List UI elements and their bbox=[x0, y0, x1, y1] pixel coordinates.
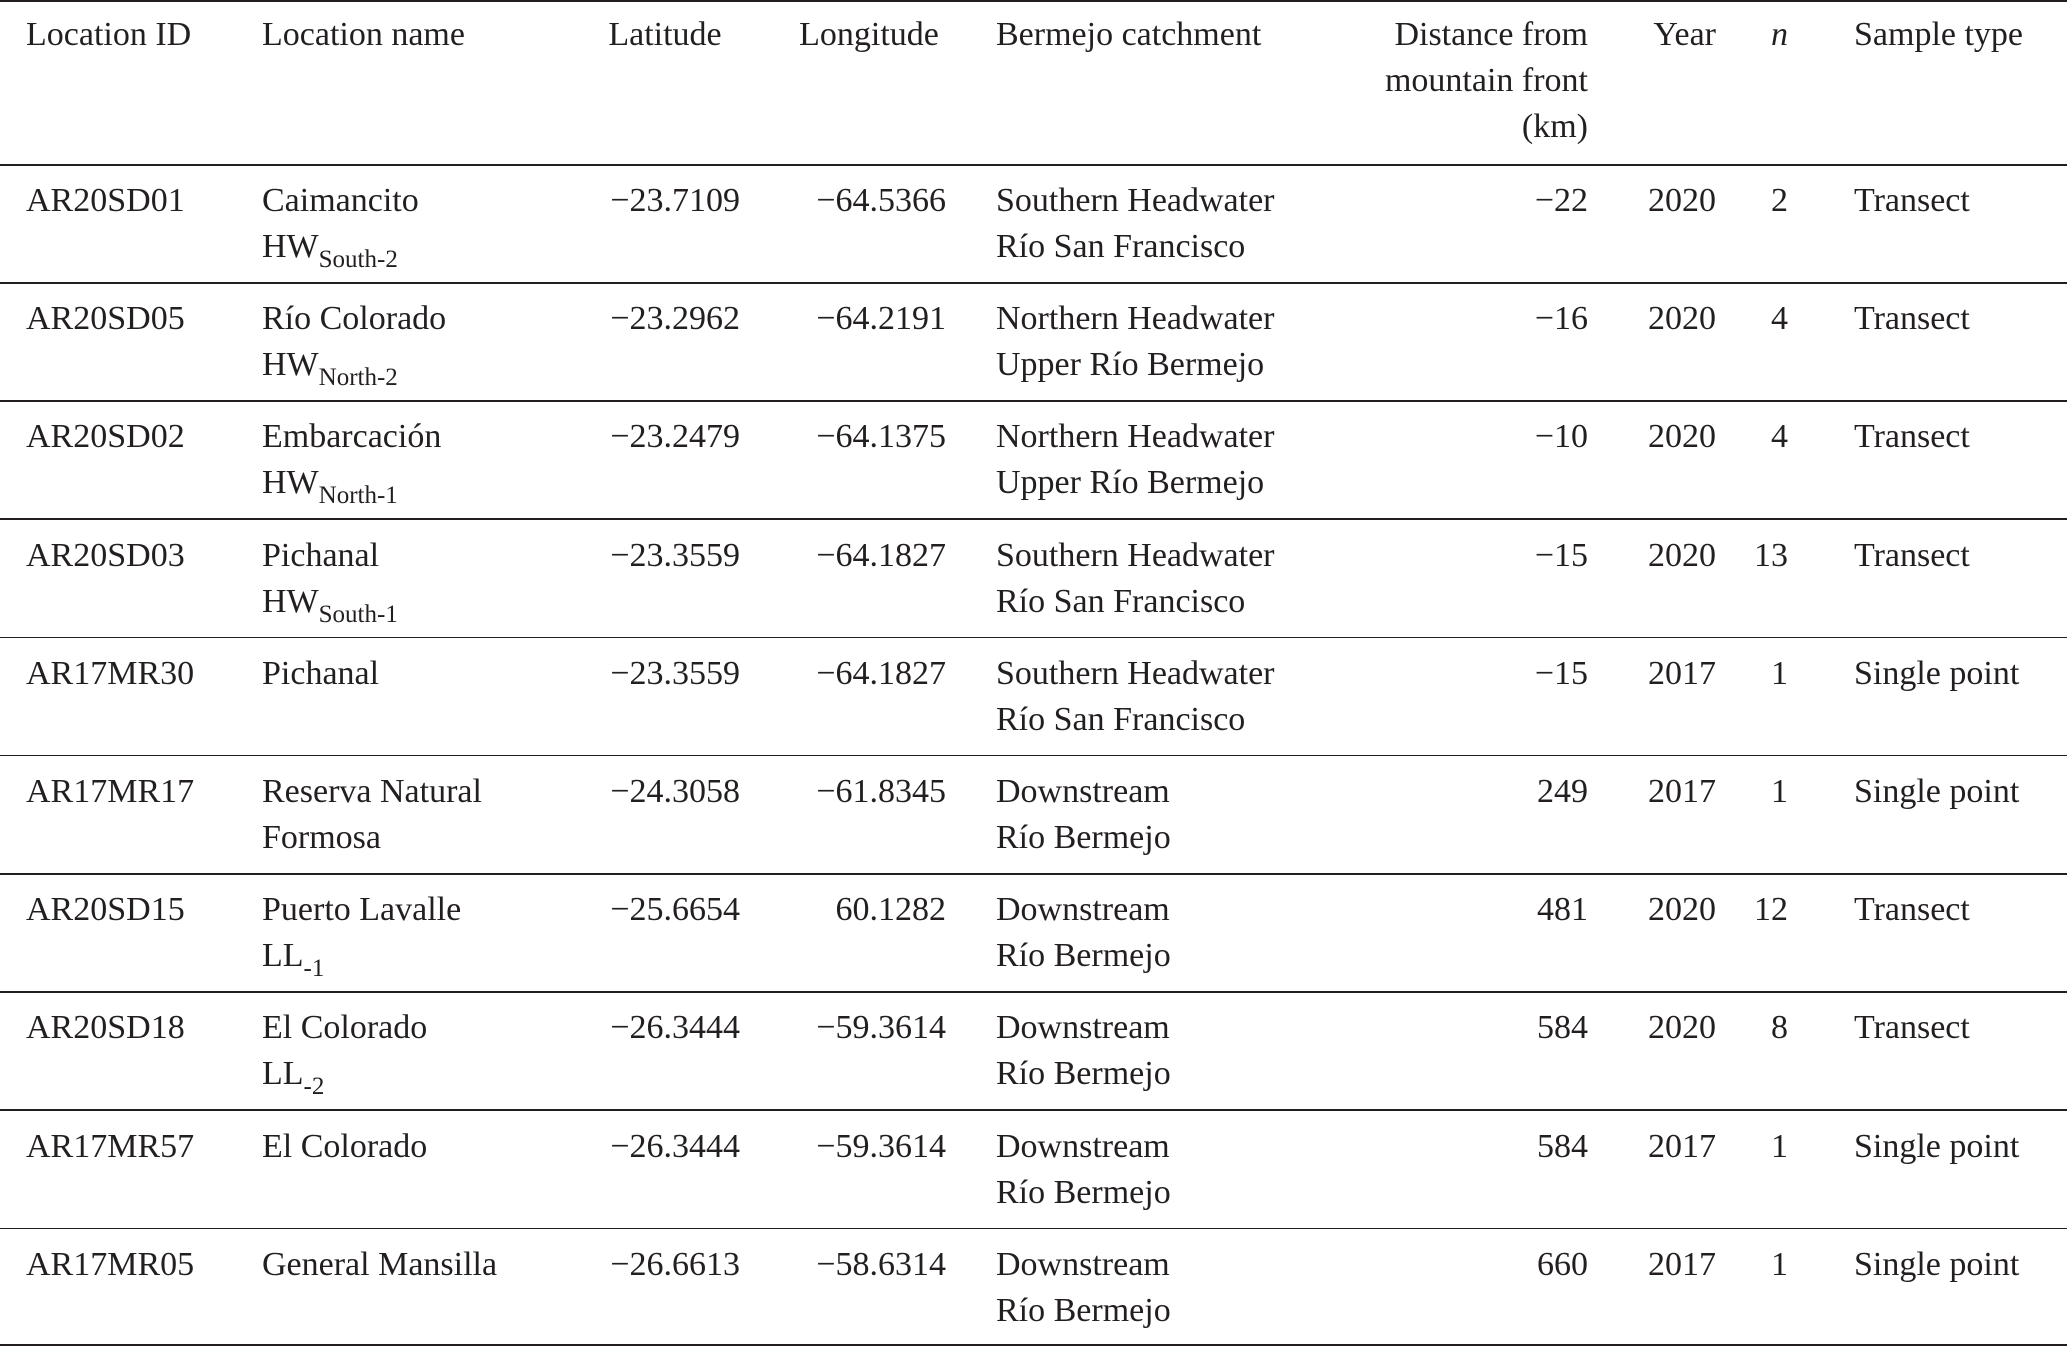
location-code-subscript: North-2 bbox=[318, 364, 398, 392]
location-name-cell bbox=[262, 533, 398, 628]
header-longitude-label: Longitude bbox=[799, 16, 939, 53]
sample-type-cell: Transect bbox=[1854, 891, 1970, 929]
location-name-cell bbox=[262, 887, 462, 983]
year-cell: 2020 bbox=[1648, 536, 1716, 574]
latitude-cell: −24.3058 bbox=[610, 773, 740, 810]
location-id-cell: AR20SD15 bbox=[26, 891, 185, 929]
header-distance bbox=[1300, 12, 1588, 150]
sample-type-cell: Single point bbox=[1854, 654, 2020, 692]
year-cell: 2020 bbox=[1648, 891, 1716, 929]
sample-type-cell: Transect bbox=[1854, 1009, 1970, 1047]
catchment-cell bbox=[996, 769, 1171, 861]
sample-type-cell: Single point bbox=[1854, 773, 2020, 810]
year-cell: 2017 bbox=[1648, 1245, 1716, 1283]
catchment-cell bbox=[996, 178, 1275, 270]
latitude-cell: −25.6654 bbox=[610, 891, 740, 929]
year-cell: 2020 bbox=[1648, 418, 1716, 456]
latitude-cell: −26.6613 bbox=[610, 1245, 740, 1283]
location-code-base: HW bbox=[262, 464, 319, 502]
catchment-line2: Río Bermejo bbox=[996, 1291, 1171, 1329]
header-distance-line1: Distance from bbox=[1394, 16, 1588, 53]
location-name-line1: Pichanal bbox=[262, 536, 380, 574]
catchment-line1: Southern Headwater bbox=[996, 536, 1275, 574]
row-divider bbox=[0, 637, 2067, 639]
location-id-cell: AR17MR17 bbox=[26, 773, 195, 810]
year-cell: 2017 bbox=[1648, 1127, 1716, 1165]
longitude-cell: −61.8345 bbox=[816, 773, 946, 810]
longitude-cell: −64.1827 bbox=[816, 654, 946, 692]
header-longitude bbox=[754, 12, 984, 58]
latitude-cell: −26.3444 bbox=[610, 1127, 740, 1165]
distance-cell: 481 bbox=[1537, 891, 1588, 929]
sample-type-cell: Single point bbox=[1854, 1127, 2020, 1165]
latitude-cell: −26.3444 bbox=[610, 1009, 740, 1047]
location-id-cell: AR17MR57 bbox=[26, 1127, 195, 1165]
catchment-line1: Downstream bbox=[996, 1127, 1170, 1165]
catchment-line1: Northern Headwater bbox=[996, 300, 1275, 338]
year-cell: 2017 bbox=[1648, 773, 1716, 810]
location-code-subscript: North-1 bbox=[318, 482, 398, 510]
row-divider bbox=[0, 1228, 2067, 1230]
location-name-cell bbox=[262, 651, 379, 697]
longitude-cell: −58.6314 bbox=[816, 1245, 946, 1283]
catchment-line2: Upper Río Bermejo bbox=[996, 464, 1265, 502]
distance-cell: 584 bbox=[1537, 1127, 1588, 1165]
sample-type-cell: Transect bbox=[1854, 418, 1970, 456]
location-name-line1: Reserva Natural bbox=[262, 773, 482, 810]
location-name-line2 bbox=[262, 933, 461, 983]
distance-cell: −10 bbox=[1534, 418, 1588, 456]
location-name-cell bbox=[262, 1242, 497, 1288]
distance-cell: 660 bbox=[1537, 1245, 1588, 1283]
latitude-cell: −23.3559 bbox=[610, 536, 740, 574]
header-location-name: Location name bbox=[262, 16, 465, 53]
n-cell: 4 bbox=[1771, 300, 1788, 338]
header-year: Year bbox=[1653, 16, 1716, 53]
location-id-cell: AR20SD18 bbox=[26, 1009, 185, 1047]
catchment-line1: Downstream bbox=[996, 773, 1170, 810]
year-cell: 2020 bbox=[1648, 182, 1716, 219]
catchment-cell bbox=[996, 533, 1275, 625]
latitude-cell: −23.7109 bbox=[610, 182, 740, 219]
location-name-cell bbox=[262, 178, 419, 273]
location-name-line2 bbox=[262, 1051, 427, 1101]
latitude-cell: −23.3559 bbox=[610, 654, 740, 692]
location-name-cell bbox=[262, 1124, 427, 1170]
location-name-line2 bbox=[262, 579, 398, 628]
catchment-cell bbox=[996, 296, 1274, 388]
location-name-line1: Pichanal bbox=[262, 654, 380, 692]
longitude-cell: −64.1827 bbox=[816, 536, 946, 574]
header-distance-line3: (km) bbox=[1521, 108, 1588, 145]
longitude-cell: 60.1282 bbox=[835, 891, 946, 929]
location-id-cell: AR20SD02 bbox=[26, 418, 185, 456]
header-n: n bbox=[1771, 16, 1788, 53]
row-divider bbox=[0, 282, 2067, 284]
distance-cell: −22 bbox=[1534, 182, 1588, 219]
catchment-line2: Río Bermejo bbox=[996, 1055, 1171, 1093]
header-distance-line2: mountain front bbox=[1384, 62, 1588, 99]
catchment-line2: Río San Francisco bbox=[996, 228, 1246, 265]
catchment-line1: Southern Headwater bbox=[996, 182, 1275, 219]
catchment-line2: Río Bermejo bbox=[996, 937, 1171, 975]
n-cell: 1 bbox=[1771, 654, 1788, 692]
n-cell: 1 bbox=[1771, 1127, 1788, 1165]
latitude-cell: −23.2962 bbox=[610, 300, 740, 338]
longitude-cell: −59.3614 bbox=[816, 1127, 946, 1165]
longitude-cell: −64.2191 bbox=[816, 300, 946, 338]
row-divider bbox=[0, 518, 2067, 520]
header-location-id: Location ID bbox=[26, 16, 192, 53]
location-name-cell bbox=[262, 414, 442, 510]
row-divider bbox=[0, 873, 2067, 875]
location-name-line1: El Colorado bbox=[262, 1127, 428, 1165]
location-code-base: HW bbox=[262, 346, 319, 384]
catchment-cell bbox=[996, 1124, 1171, 1216]
location-name-line1: Embarcación bbox=[262, 418, 442, 456]
location-id-cell: AR20SD03 bbox=[26, 536, 185, 574]
header-catchment: Bermejo catchment bbox=[996, 16, 1262, 53]
catchment-cell bbox=[996, 887, 1171, 979]
location-name-line2 bbox=[262, 224, 419, 273]
sample-type-cell: Transect bbox=[1854, 300, 1970, 338]
location-name-line1: Caimancito bbox=[262, 182, 419, 219]
catchment-line2: Upper Río Bermejo bbox=[996, 346, 1265, 384]
location-name-line2 bbox=[262, 342, 446, 392]
catchment-line2: Río Bermejo bbox=[996, 819, 1171, 856]
sample-type-cell: Single point bbox=[1854, 1245, 2020, 1283]
location-name-line1: General Mansilla bbox=[262, 1245, 498, 1283]
catchment-line2: Río San Francisco bbox=[996, 700, 1246, 738]
header-latitude-label: Latitude bbox=[608, 16, 722, 53]
catchment-cell bbox=[996, 1005, 1171, 1097]
location-name-cell bbox=[262, 769, 482, 861]
longitude-cell: −64.5366 bbox=[816, 182, 946, 219]
n-cell: 8 bbox=[1771, 1009, 1788, 1047]
n-cell: 13 bbox=[1754, 536, 1788, 574]
catchment-line2: Río Bermejo bbox=[996, 1173, 1171, 1211]
row-divider bbox=[0, 1109, 2067, 1111]
catchment-line2: Río San Francisco bbox=[996, 582, 1246, 620]
catchment-line1: Southern Headwater bbox=[996, 654, 1275, 692]
catchment-line1: Downstream bbox=[996, 1245, 1170, 1283]
distance-cell: −16 bbox=[1534, 300, 1588, 338]
location-id-cell: AR20SD01 bbox=[26, 182, 185, 219]
location-code-subscript: South-1 bbox=[318, 600, 398, 628]
n-cell: 1 bbox=[1771, 773, 1788, 810]
catchment-line1: Downstream bbox=[996, 1009, 1170, 1047]
distance-cell: 249 bbox=[1537, 773, 1588, 810]
n-cell: 12 bbox=[1754, 891, 1788, 929]
year-cell: 2017 bbox=[1648, 654, 1716, 692]
catchment-cell bbox=[996, 651, 1275, 743]
longitude-cell: −59.3614 bbox=[816, 1009, 946, 1047]
distance-cell: −15 bbox=[1534, 536, 1588, 574]
row-divider bbox=[0, 991, 2067, 993]
location-name-line1: Puerto Lavalle bbox=[262, 891, 462, 929]
year-cell: 2020 bbox=[1648, 300, 1716, 338]
distance-cell: 584 bbox=[1537, 1009, 1588, 1047]
location-name-cell bbox=[262, 296, 447, 392]
catchment-line1: Downstream bbox=[996, 891, 1170, 929]
n-cell: 2 bbox=[1771, 182, 1788, 219]
location-id-cell: AR17MR05 bbox=[26, 1245, 195, 1283]
location-id-cell: AR20SD05 bbox=[26, 300, 185, 338]
location-code-base: HW bbox=[262, 228, 319, 265]
catchment-cell bbox=[996, 1242, 1171, 1334]
location-code-subscript: -2 bbox=[303, 1073, 325, 1101]
n-cell: 1 bbox=[1771, 1245, 1788, 1283]
header-bottom-rule bbox=[0, 164, 2067, 166]
location-code-base: Formosa bbox=[262, 819, 381, 856]
location-name-line1: Río Colorado bbox=[262, 300, 447, 338]
location-code-base: LL bbox=[262, 937, 304, 975]
catchment-line1: Northern Headwater bbox=[996, 418, 1275, 456]
location-code-subscript: South-2 bbox=[318, 246, 398, 273]
header-sample-type: Sample type bbox=[1854, 16, 2024, 53]
table-bottom-rule bbox=[0, 1344, 2067, 1346]
catchment-cell bbox=[996, 414, 1274, 506]
year-cell: 2020 bbox=[1648, 1009, 1716, 1047]
location-code-base: LL bbox=[262, 1055, 304, 1093]
location-name-line1: El Colorado bbox=[262, 1009, 428, 1047]
sample-type-cell: Transect bbox=[1854, 536, 1970, 574]
n-cell: 4 bbox=[1771, 418, 1788, 456]
location-name-line2 bbox=[262, 815, 482, 861]
table-top-rule bbox=[0, 0, 2067, 2]
latitude-cell: −23.2479 bbox=[610, 418, 740, 456]
location-id-cell: AR17MR30 bbox=[26, 654, 195, 692]
location-name-line2 bbox=[262, 460, 441, 510]
location-code-base: HW bbox=[262, 582, 319, 620]
row-divider bbox=[0, 755, 2067, 757]
location-code-subscript: -1 bbox=[303, 955, 325, 983]
distance-cell: −15 bbox=[1534, 654, 1588, 692]
sample-type-cell: Transect bbox=[1854, 182, 1970, 219]
row-divider bbox=[0, 400, 2067, 402]
longitude-cell: −64.1375 bbox=[816, 418, 946, 456]
location-name-cell bbox=[262, 1005, 428, 1101]
